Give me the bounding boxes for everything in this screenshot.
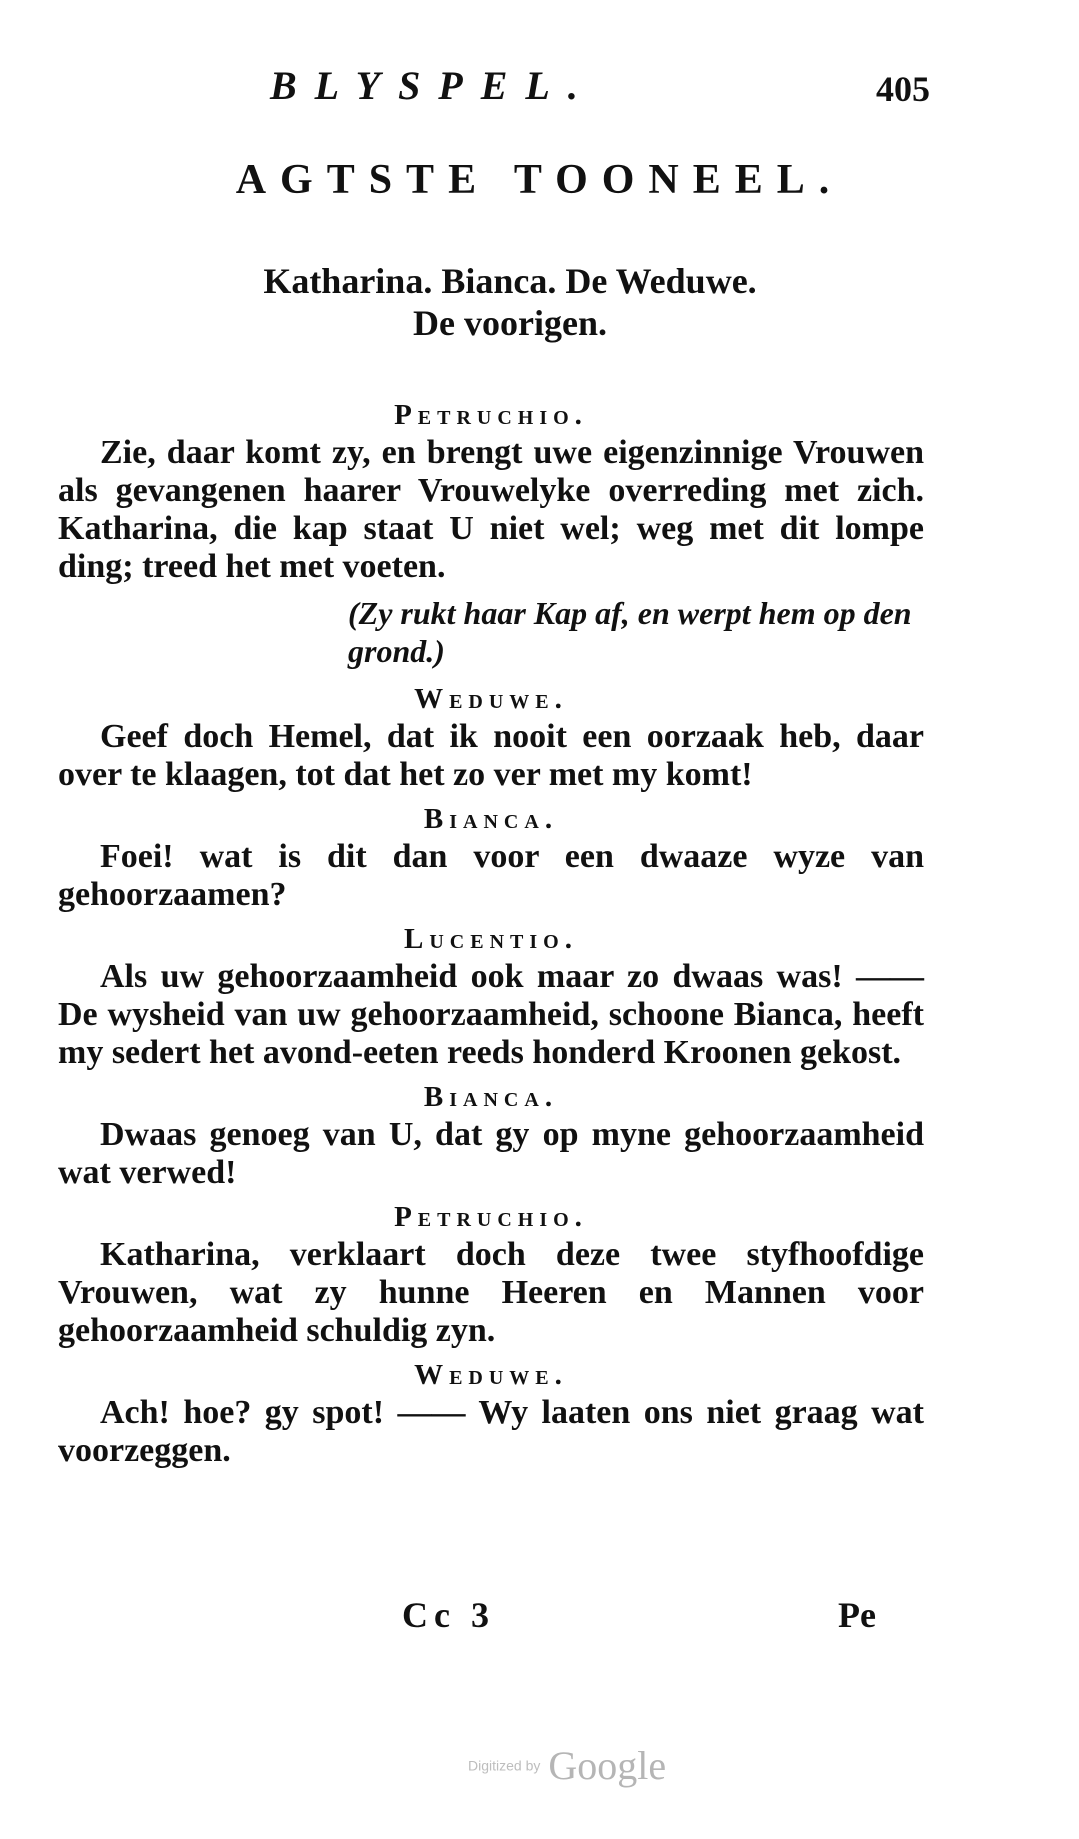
speech-text: Dwaas genoeg van U, dat gy op myne gehoorzaamheid wat verwed!	[58, 1116, 924, 1191]
speaker-name: Bianca.	[423, 1081, 559, 1113]
speech-text: Katharina, verklaart doch deze twee styfhoofdige Vrouwen, wat zy hunne Heeren en Mannen voor gehoorzaamheid schuldig zyn.	[58, 1236, 924, 1349]
speaker-name: Weduwe.	[414, 683, 568, 715]
speaker-name: Petruchio.	[394, 1201, 588, 1233]
page-number: 405	[876, 69, 930, 109]
cast-list	[100, 260, 920, 344]
signature-mark: Cc 3	[402, 1595, 495, 1635]
digitized-watermark	[468, 1742, 666, 1789]
speaker-name: Lucentio.	[404, 923, 578, 955]
catchword: Pe	[838, 1595, 876, 1635]
speech-text: Zie, daar komt zy, en brengt uwe eigenzinnige Vrouwen als gevangenen haarer Vrouwelyke overreding met zich. Katharina, die kap staat U niet wel; weg met dit lompe ding; treed het met voeten.	[58, 434, 924, 585]
watermark-prefix: Digitized by	[468, 1757, 541, 1774]
google-logo: Google	[548, 1743, 667, 1788]
speech-text: Ach! hoe? gy spot! —— Wy laaten ons niet graag wat voorzeggen.	[58, 1394, 924, 1469]
running-head: BLYSPEL.	[270, 63, 596, 108]
speaker-name: Bianca.	[423, 803, 559, 835]
speaker-name: Weduwe.	[414, 1359, 568, 1391]
speech-text: Geef doch Hemel, dat ik nooit een oorzaak heb, daar over te klaagen, tot dat het zo ver met my komt!	[58, 718, 924, 793]
scene-title: AGTSTE TOONEEL.	[235, 157, 844, 203]
dialogue-body	[58, 396, 924, 1476]
cast-line-1: Katharina. Bianca. De Weduwe.	[263, 261, 757, 301]
speech-text: Als uw gehoorzaamheid ook maar zo dwaas was! —— De wysheid van uw gehoorzaamheid, schoone Bianca, heeft my sedert het avond-eeten reeds honderd Kroonen gekost.	[58, 958, 924, 1071]
stage-direction: (Zy rukt haar Kap af, en werpt hem op den grond.)	[348, 595, 912, 669]
footer-line	[0, 1594, 1079, 1638]
cast-line-2: De voorigen.	[413, 303, 607, 343]
speech-text: Foei! wat is dit dan voor een dwaaze wyze van gehoorzaamen?	[58, 838, 924, 913]
speaker-name: Petruchio.	[394, 399, 588, 431]
